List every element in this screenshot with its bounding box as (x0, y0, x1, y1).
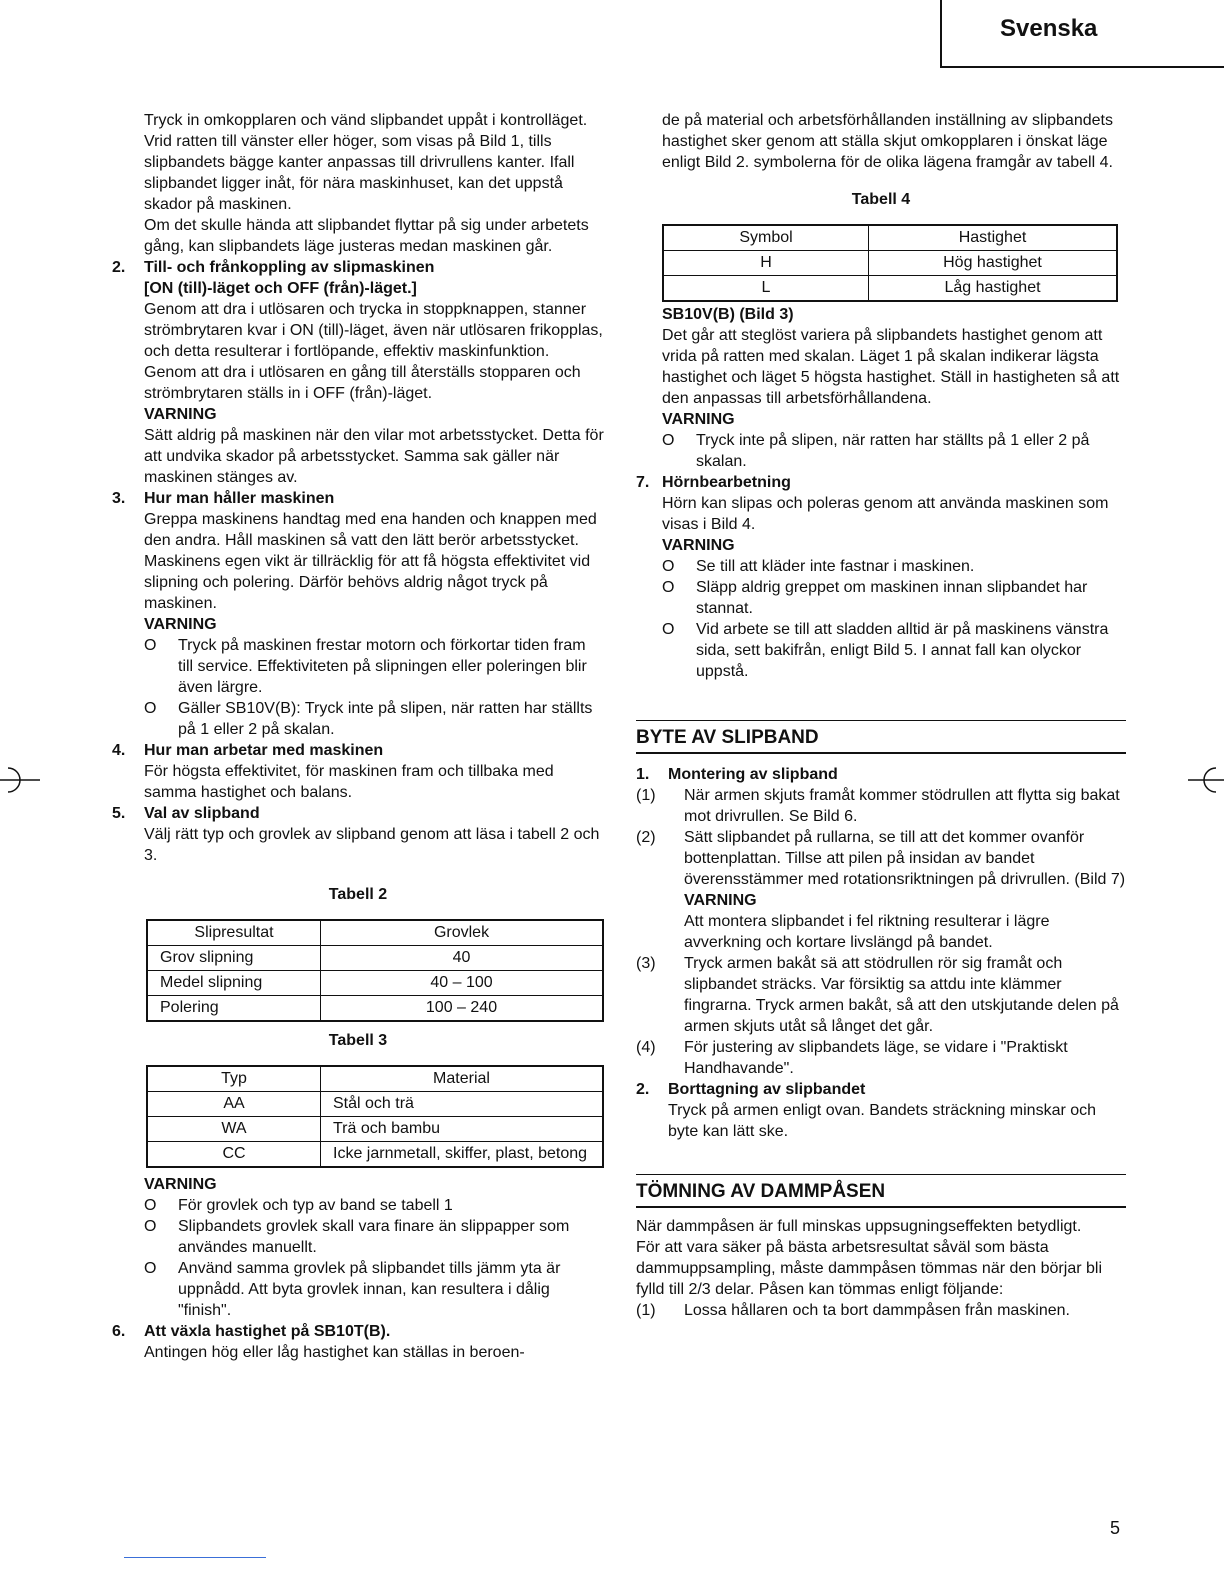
section-2 (112, 257, 604, 488)
table-row (147, 971, 603, 996)
table-header-cell: Hastighet (869, 225, 1118, 251)
section-7-bullet (662, 577, 1126, 619)
step-1 (636, 785, 1126, 827)
tomning-step-1 (636, 1300, 1126, 1321)
table-cell: Hög hastighet (869, 251, 1118, 276)
right-column (636, 110, 1126, 1321)
tabell-4 (662, 224, 1118, 302)
table-cell: Grov slipning (147, 946, 321, 971)
section-3-number: 3. (112, 490, 126, 507)
table-cell: H (663, 251, 869, 276)
table-cell: AA (147, 1092, 321, 1117)
circle-bullet-icon: O (662, 579, 675, 596)
table-row (147, 1092, 603, 1117)
table-header-cell: Grovlek (321, 920, 604, 946)
borttagning-section (636, 1079, 1126, 1142)
margin-line (124, 1557, 266, 1558)
sb10v-title: SB10V(B) (Bild 3) (662, 306, 794, 323)
section-3 (112, 488, 604, 740)
table-header-cell: Slipresultat (147, 920, 321, 946)
table-header-cell: Material (321, 1066, 604, 1092)
borttagning-number: 2. (636, 1081, 650, 1098)
section-2-title: Till- och frånkoppling av slipmaskinen (144, 259, 435, 276)
bullet-text: Vid arbete se till att sladden alltid är på maskinens vänstra sida, sett bakifrån, enligt Bild 5. I annat fall kan olyckor uppstå. (696, 621, 1109, 680)
step-number: (1) (636, 1302, 656, 1319)
section-7-bullet (662, 619, 1126, 682)
warning-label: VARNING (144, 1176, 217, 1193)
table-cell: 100 – 240 (321, 996, 604, 1022)
warning-list (112, 1195, 604, 1321)
circle-bullet-icon: O (144, 1260, 157, 1277)
section-7 (636, 472, 1126, 682)
section-2-body: Genom att dra i utlösaren och trycka in stoppknappen, stanner strömbrytaren kvar i ON (till)-läget, även när utlösaren frikopplas, och detta resulterar i fortlöpande, effektiv maskinfunktion. Genom att dra i utlösaren en gång till återställs stopparen och strömbrytaren ställs in i OFF (från)-läget. (144, 301, 603, 402)
section-3-body: Greppa maskinens handtag med ena handen och knappen med den andra. Håll maskinen så vatt den lätt berör arbetsstycket. Maskinens egen vikt är tillräcklig för att få högsta effektivitet vid slipning och polering. Därför behövs aldrig något tryck på maskinen. (144, 511, 597, 612)
table-cell: Polering (147, 996, 321, 1022)
section-5-title: Val av slipband (144, 805, 260, 822)
section-2-subtitle: [ON (till)-läget och OFF (från)-läget.] (144, 280, 417, 297)
step-text: Tryck armen bakåt sä att stödrullen rör sig framåt och slipbandet sträcks. Var försiktig sa attdu inte klämmer fingrarna. Tryck armen bakåt, så att den utskjutande delen på armen skjuts utåt så långet det går. (684, 955, 1119, 1035)
page-number: 5 (1110, 1518, 1121, 1538)
section-7-number: 7. (636, 474, 650, 491)
bullet-text: Tryck inte på slipen, när ratten har ställts på 1 eller 2 på skalan. (696, 432, 1090, 470)
step-text: Sätt slipbandet på rullarna, se till att det kommer ovanför bottenplattan. Tillse att pilen på insidan av bandet överensstämmer med rotationsriktningen på drivrullen. (Bild 7) (684, 829, 1126, 888)
warning-bullet (144, 1195, 604, 1216)
section-6 (112, 1321, 604, 1363)
table-row (663, 251, 1117, 276)
section-2-warning: Sätt aldrig på maskinen när den vilar mot arbetsstycket. Detta för att undvika skador på arbetsstycket. Samma sak gäller när maskinen stänges av. (144, 427, 604, 486)
section-4-number: 4. (112, 742, 126, 759)
section-3-title: Hur man håller maskinen (144, 490, 335, 507)
step-2-warning-label: VARNING (684, 892, 757, 909)
montering-section (636, 764, 1126, 785)
bullet-text: Använd samma grovlek på slipbandet tills jämm yta är uppnådd. Att byta grovlek innan, kan resultera i dålig "finish". (178, 1260, 561, 1319)
bullet-text: Gäller SB10V(B): Tryck inte på slipen, när ratten har ställts på 1 eller 2 på skalan. (178, 700, 593, 738)
circle-bullet-icon: O (662, 621, 675, 638)
table-cell: Medel slipning (147, 971, 321, 996)
table-header-cell: Typ (147, 1066, 321, 1092)
bullet-text: För grovlek och typ av band se tabell 1 (178, 1197, 453, 1214)
step-2 (636, 827, 1126, 953)
circle-bullet-icon: O (662, 558, 675, 575)
step-2-warning: Att montera slipbandet i fel riktning resulterar i lägre avverkning och kortare livslängd på bandet. (684, 913, 1050, 951)
section-7-body: Hörn kan slipas och poleras genom att använda maskinen som visas i Bild 4. (662, 495, 1109, 533)
section-4-body: För högsta effektivitet, för maskinen fram och tillbaka med samma hastighet och balans. (144, 763, 554, 801)
bullet-text: Släpp aldrig greppet om maskinen innan slipbandet har stannat. (696, 579, 1088, 617)
step-4 (636, 1037, 1126, 1079)
section-3-bullet (144, 698, 604, 740)
crop-mark-right (1188, 760, 1224, 800)
borttagning-body: Tryck på armen enligt ovan. Bandets sträckning minskar och byte kan lätt ske. (668, 1102, 1097, 1140)
bullet-text: Se till att kläder inte fastnar i maskinen. (696, 558, 975, 575)
table-cell: L (663, 276, 869, 302)
table-row (147, 946, 603, 971)
tabell-2-caption: Tabell 2 (328, 886, 388, 903)
table-cell: Stål och trä (321, 1092, 604, 1117)
warning-bullet (144, 1216, 604, 1258)
step-text: När armen skjuts framåt kommer stödrullen att flytta sig bakat mot drivrullen. Se Bild 6. (684, 787, 1120, 825)
tabell-4-caption: Tabell 4 (851, 191, 911, 208)
sb10v-section (636, 304, 1126, 472)
circle-bullet-icon: O (662, 432, 675, 449)
language-label: Svenska (1000, 15, 1098, 42)
section-6-title: Att växla hastighet på SB10T(B). (144, 1323, 391, 1340)
section-5 (112, 803, 604, 866)
section-7-warning-label: VARNING (662, 537, 735, 554)
section-3-warning-label: VARNING (144, 616, 217, 633)
table-row (147, 996, 603, 1022)
montering-number: 1. (636, 766, 650, 783)
table-row (663, 276, 1117, 302)
section-4 (112, 740, 604, 803)
section-4-title: Hur man arbetar med maskinen (144, 742, 384, 759)
table-cell: Låg hastighet (869, 276, 1118, 302)
tomning-heading: TÖMNING AV DAMMPÅSEN (636, 1174, 1126, 1208)
sb10v-bullet (662, 430, 1126, 472)
step-number: (3) (636, 955, 656, 972)
byte-av-slipband-heading: BYTE AV SLIPBAND (636, 720, 1126, 754)
section-6-number: 6. (112, 1323, 126, 1340)
circle-bullet-icon: O (144, 637, 157, 654)
section-2-warning-label: VARNING (144, 406, 217, 423)
intro-paragraph-2: Om det skulle hända att slipbandet flyttar på sig under arbetets gång, kan slipbandets läge justeras medan maskinen går. (144, 217, 589, 255)
table-cell: CC (147, 1142, 321, 1168)
bullet-text: Tryck på maskinen frestar motorn och förkortar tiden fram till service. Effektiviteten på slipningen eller poleringen blir även lärgre. (178, 637, 587, 696)
montering-title: Montering av slipband (668, 766, 838, 783)
table-cell: WA (147, 1117, 321, 1142)
sb10v-warning-label: VARNING (662, 411, 735, 428)
section-7-bullet (662, 556, 1126, 577)
circle-bullet-icon: O (144, 700, 157, 717)
step-number: (1) (636, 787, 656, 804)
section-5-number: 5. (112, 805, 126, 822)
left-column (112, 110, 604, 1363)
step-text: För justering av slipbandets läge, se vidare i "Praktiskt Handhavande". (684, 1039, 1068, 1077)
language-tab (940, 0, 1224, 68)
tomning-paragraph-1: När dammpåsen är full minskas uppsugningseffekten betydligt. (636, 1218, 1082, 1235)
tabell-2 (146, 919, 604, 1022)
tomning-paragraph-2: För att vara säker på bästa arbetsresultat såväl som bästa dammuppsampling, måste dammpåsen tömmas när den börjar bli fylld till 2/3 delar. Påsen kan tömmas enligt följande: (636, 1239, 1102, 1298)
circle-bullet-icon: O (144, 1218, 157, 1235)
section-3-bullet (144, 635, 604, 698)
section-6-body: Antingen hög eller låg hastighet kan ställas in beroen- (144, 1344, 525, 1361)
bullet-text: Slipbandets grovlek skall vara finare än slippapper som användes manuellt. (178, 1218, 570, 1256)
table-header-cell: Symbol (663, 225, 869, 251)
tabell-3 (146, 1065, 604, 1168)
table-header-row (663, 225, 1117, 251)
step-text: Lossa hållaren och ta bort dammpåsen från maskinen. (684, 1302, 1070, 1319)
table-cell: Trä och bambu (321, 1117, 604, 1142)
section-6-continuation: de på material och arbetsförhållanden inställning av slipbandets hastighet sker genom att ställa skjut omkopplaren i önskat läge enligt Bild 2. symbolerna för de olika lägena framgår av tabell 4. (662, 112, 1113, 171)
table-cell: Icke jarnmetall, skiffer, plast, betong (321, 1142, 604, 1168)
step-3 (636, 953, 1126, 1037)
table-row (147, 1142, 603, 1168)
intro-paragraph-1: Tryck in omkopplaren och vänd slipbandet uppåt i kontrolläget. Vrid ratten till vänster eller höger, som visas på Bild 1, tills slipbandets bägge kanter anpassas till drivrullens kanter. Ifall slipbandet ligger inåt, för nära maskinhuset, kan det uppstå skador på maskinen. (144, 112, 588, 213)
table-cell: 40 (321, 946, 604, 971)
section-2-number: 2. (112, 259, 126, 276)
borttagning-title: Borttagning av slipbandet (668, 1081, 866, 1098)
sb10v-body: Det går att steglöst variera på slipbandets hastighet genom att vrida på ratten med skalan. Läget 1 på skalan indikerar lägsta hastighet och läget 5 högsta hastighet. Ställ in hastigheten så att den anpassas till arbetsförhållandena. (662, 327, 1120, 407)
table-header-row (147, 1066, 603, 1092)
warning-bullet (144, 1258, 604, 1321)
step-number: (4) (636, 1039, 656, 1056)
crop-mark-left (0, 760, 40, 800)
step-number: (2) (636, 829, 656, 846)
section-5-body: Välj rätt typ och grovlek av slipband genom att läsa i tabell 2 och 3. (144, 826, 600, 864)
table-cell: 40 – 100 (321, 971, 604, 996)
table-row (147, 1117, 603, 1142)
table-header-row (147, 920, 603, 946)
circle-bullet-icon: O (144, 1197, 157, 1214)
section-7-title: Hörnbearbetning (662, 474, 791, 491)
tabell-3-caption: Tabell 3 (328, 1032, 388, 1049)
